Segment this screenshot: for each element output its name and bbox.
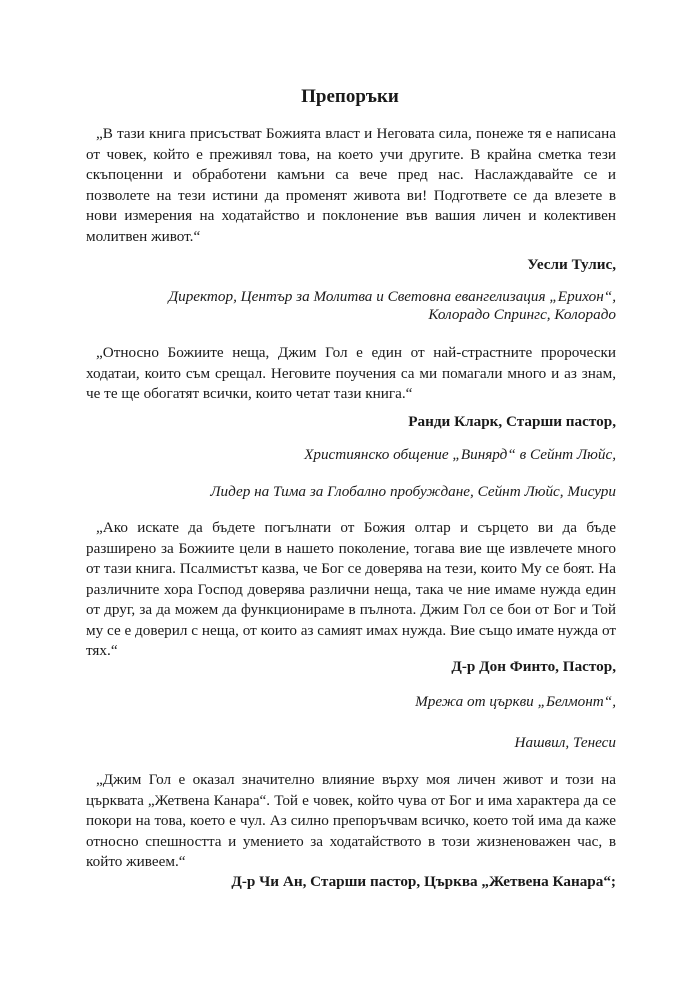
endorsement-quote-3: „Ако искате да бъдете погълнати от Божия олтар и сърцето ви да бъде разширено за Божиите цели в нашето поколение, тогава вие ще извлечете много от тази книга. Псалмистът казва, че Бог се доверява на тези, които Му се боят. На различните хора Господ доверява различни неща, така че ние имаме нужда един от друг, за да можем да функционираме в пълнота. Джим Гол се бои от Бог и Той му се е доверил с неща, от които аз самият имах нужда. Вие също имате нужда от тях.“ <box>86 519 616 659</box>
endorsement-quote-1: „В тази книга присъстват Божията власт и Неговата сила, понеже тя е написана от човек, който е преживял това, на което учи другите. В крайна сметка тези скъпоценни и обработени камъни са вече пред нас. Наслаждавайте се и позволете на тези истини да променят живота ви! Подгответе се да влезете в нови измерения на ходатайство и поклонение във вашия личен и колективен молитвен живот.“ <box>86 125 616 245</box>
endorsement-affiliation-2b: Лидер на Тима за Глобално пробуждане, Сейнт Люйс, Мисури <box>210 483 616 500</box>
endorsement-affiliation-1a: Директор, Център за Молитва и Световна евангелизация „Ерихон“, <box>168 288 616 305</box>
endorsement-author-2: Ранди Кларк, Старши пастор, <box>408 413 616 430</box>
endorsement-affiliation-3b: Нашвил, Тенеси <box>514 734 616 751</box>
endorsement-affiliation-3a: Мрежа от църкви „Белмонт“, <box>415 693 616 710</box>
endorsement-affiliation-1b: Колорадо Спрингс, Колорадо <box>428 306 616 323</box>
endorsement-quote-4: „Джим Гол е оказал значително влияние върху моя личен живот и този на църквата „Жетвена Канара“. Той е човек, който чува от Бог и има характера да се покори на това, което е чул. Аз силно препоръчвам всичко, което той има да каже относно спешността и умението за ходатайството в този жизненоважен час, в който живеем.“ <box>86 771 616 870</box>
endorsement-quote-2: „Относно Божиите неща, Джим Гол е един от най-страстните пророчески ходатаи, които съм срещал. Неговите поучения са ми помагали много и аз знам, че те ще обогатят всички, които четат тази книга.“ <box>86 344 616 402</box>
endorsement-affiliation-2a: Християнско общение „Винярд“ в Сейнт Люйс, <box>304 446 616 463</box>
endorsement-author-3: Д-р Дон Финто, Пастор, <box>451 658 616 675</box>
endorsement-author-4: Д-р Чи Ан, Старши пастор, Църква „Жетвена Канара“; <box>231 873 616 890</box>
endorsement-author-1: Уесли Тулис, <box>527 256 616 273</box>
page-title: Препоръки <box>301 86 399 107</box>
